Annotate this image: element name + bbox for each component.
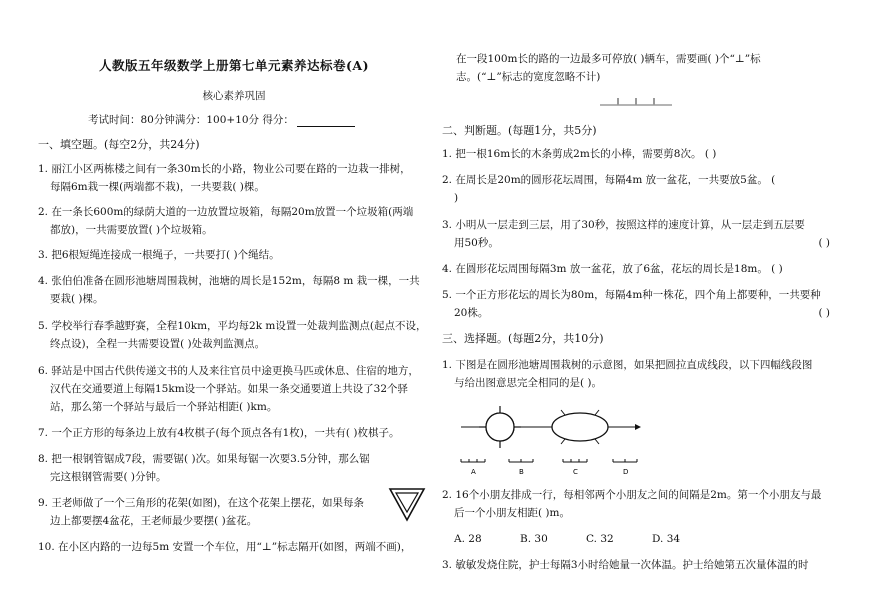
- q-line: 都放)，一共需要放置( )个垃圾箱。: [50, 224, 213, 236]
- section-choice-title: 三、选择题。(每题2分，共10分): [442, 332, 604, 345]
- fill-question-3: [38, 246, 430, 264]
- q-line: 后一个小朋友相距( )m。: [454, 507, 570, 519]
- q-line: 6. 驿站是中国古代供传递文书的人及来往官员中途更换马匹或休息、住宿的地方，: [38, 365, 419, 377]
- choice-question-1: [442, 356, 842, 392]
- q-line: 2. 16个小朋友排成一行，每相邻两个小朋友之间的间隔是2m。第一个小朋友与最: [442, 489, 822, 501]
- q-line: 在一段100m长的路的一边最多可停放( )辆车，需要画( )个“⊥”标: [456, 53, 761, 65]
- page-subtitle: 核心素养巩固: [202, 90, 266, 102]
- q-line: 5. 一个正方形花坛的周长为80m，每隔4m种一株花，四个角上都要种，一共要种: [442, 289, 821, 301]
- score-blank[interactable]: [297, 116, 355, 127]
- q-line: 志。(“⊥”标志的宽度忽略不计): [456, 71, 601, 83]
- fill-question-10: [38, 538, 438, 556]
- fill-question-7: [38, 424, 430, 442]
- judge-question-4: [442, 260, 842, 278]
- fill-question-9: [38, 494, 388, 530]
- q-line: 4. 在圆形花坛周围每隔3m 放一盆花，放了6盆，花坛的周长是18m。 ( ): [442, 263, 783, 275]
- q-line: 边上都要摆4盆花，王老师最少要摆( )盆花。: [50, 515, 258, 527]
- section-judge-title: 二、判断题。(每题1分，共5分): [442, 124, 597, 137]
- q-line: 2. 在周长是20m的圆形花坛周围，每隔4m 放一盆花，一共要放5盆。 (: [442, 174, 776, 186]
- fill-question-4: [38, 272, 430, 308]
- q-line: 汉代在交通要道上每隔15km设一个驿站。如果一条交通要道上共设了32个驿: [50, 383, 409, 395]
- judge-question-1: [442, 145, 842, 163]
- q-line: 与给出图意思完全相同的是( )。: [454, 377, 603, 389]
- q-line: 终点设)，全程一共需要设置( )处裁判监测点。: [50, 338, 266, 350]
- q-line: ): [454, 192, 459, 204]
- choice-question-2-options: [454, 530, 834, 548]
- q-line: 1. 把一根16m长的木条剪成2m长的小棒，需要剪8次。 ( ): [442, 148, 717, 160]
- q-line: 5. 学校举行春季越野赛，全程10km，平均每2k m设置一处裁判监测点(起点不设，: [38, 320, 427, 332]
- option-c[interactable]: C. 32: [586, 533, 614, 545]
- q-line: 9. 王老师做了一个三角形的花架(如图)，在这个花架上摆花，如果每条: [38, 497, 365, 509]
- q-line: 2. 在一条长600m的绿荫大道的一边放置垃圾箱，每隔20m放置一个垃圾箱(两端: [38, 206, 414, 218]
- q-line: 要栽( )棵。: [50, 293, 104, 305]
- q-line: 3. 小明从一层走到三层，用了30秒，按照这样的速度计算，从一层走到五层要: [442, 219, 805, 231]
- q-line: 3. 把6根短绳连接成一根绳子，一共要打( )个绳结。: [38, 249, 280, 261]
- judge-question-2: [442, 171, 842, 207]
- page-title: 人教版五年级数学上册第七单元素养达标卷(A): [98, 58, 370, 73]
- q-line: 1. 丽江小区两栋楼之间有一条30m长的小路，物业公司要在路的一边栽一排树，: [38, 163, 411, 175]
- answer-paren[interactable]: ( ): [818, 237, 830, 249]
- judge-question-5: [442, 286, 830, 322]
- fill-question-2: [38, 203, 430, 239]
- judge-question-3: [442, 216, 830, 252]
- q-line: 1. 下图是在圆形池塘周围栽树的示意图，如果把圆拉直成线段，以下四幅线段图: [442, 359, 813, 371]
- fill-question-1: [38, 160, 430, 196]
- q-line: 8. 把一根钢管锯成7段，需要锯( )次。如果每锯一次要3.5分钟，那么锯: [38, 453, 370, 465]
- q-line: 20株。: [454, 307, 489, 319]
- q-line: 完这根钢管需要( )分钟。: [50, 471, 167, 483]
- fill-question-8: [38, 450, 430, 486]
- parking-marks-figure: [598, 96, 674, 108]
- q-line: 用50秒。: [454, 237, 499, 249]
- q-line: 10. 在小区内路的一边每5m 安置一个车位，用“⊥”标志隔开(如图，两端不画)，: [38, 541, 412, 553]
- figure-label-c: C: [573, 468, 578, 476]
- pond-trees-figure: [455, 402, 655, 476]
- q-line: 站，那么第一个驿站与最后一个驿站相距( )km。: [50, 401, 278, 413]
- fill-question-5: [38, 317, 430, 353]
- option-b[interactable]: B. 30: [520, 533, 548, 545]
- q-line: 每隔6m栽一棵(两端都不栽)，一共要栽( )棵。: [50, 181, 265, 193]
- q-line: 7. 一个正方形的每条边上放有4枚棋子(每个顶点各有1枚)，一共有( )枚棋子。: [38, 427, 400, 439]
- fill-question-6: [38, 362, 430, 416]
- fill-question-10-cont: [456, 50, 846, 86]
- option-a[interactable]: A. 28: [454, 533, 482, 545]
- q-line: 4. 张伯伯准备在圆形池塘周围栽树，池塘的周长是152m，每隔8 m 栽一棵，一共: [38, 275, 420, 287]
- q-line: 3. 敏敏发烧住院，护士每隔3小时给她量一次体温。护士给她第五次量体温的时: [442, 559, 809, 571]
- section-fill-title: 一、填空题。(每空2分，共24分): [38, 138, 200, 151]
- triangle-flower-stand-figure: [388, 486, 426, 524]
- answer-paren[interactable]: ( ): [818, 307, 830, 319]
- choice-question-3: [442, 556, 842, 574]
- figure-label-d: D: [623, 468, 629, 476]
- figure-label-a: A: [471, 468, 476, 476]
- exam-info-text: 考试时间：80分钟满分：100+10分 得分：: [88, 114, 294, 126]
- choice-question-2: [442, 486, 842, 522]
- option-d[interactable]: D. 34: [652, 533, 681, 545]
- figure-label-b: B: [519, 468, 524, 476]
- exam-info: [88, 112, 355, 127]
